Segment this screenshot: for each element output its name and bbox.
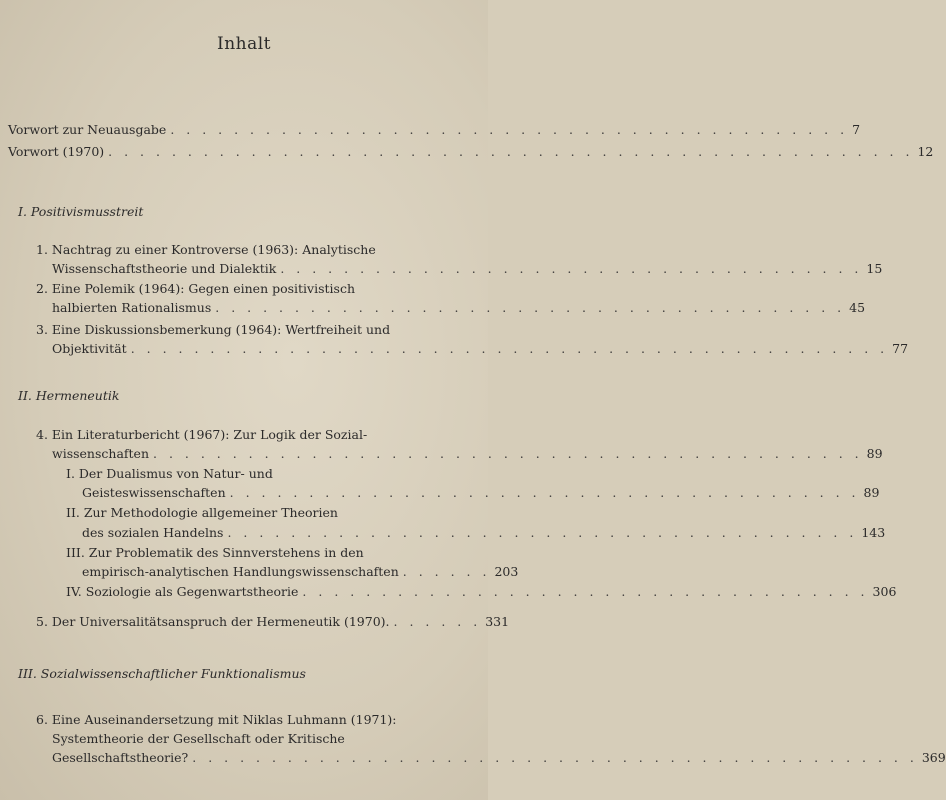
- toc-entry: [52, 298, 866, 317]
- page-number: 203: [494, 564, 519, 579]
- toc-entry-vorwort-1970: [8, 142, 934, 161]
- section-heading: II. Hermeneutik: [18, 388, 120, 403]
- page-number: 143: [861, 525, 886, 540]
- toc-entry: [36, 612, 510, 631]
- leader-dots: . . . . . . . . . . . . . . . . . . . . . . . . . . . . . . . . . . . .: [302, 584, 869, 599]
- entry-line: Systemtheorie der Gesellschaft oder Kritische: [52, 731, 345, 746]
- toc-entry: [82, 562, 519, 581]
- page-number: 331: [485, 614, 510, 629]
- entry-label: IV. Soziologie als Gegenwartstheorie: [66, 584, 299, 599]
- leader-dots: . . . . . . . . . . . . . . . . . . . . . . . . . . . . . . . . . . . . . . . . . . . . . .: [192, 750, 918, 765]
- toc-entry: [52, 259, 883, 278]
- leader-dots: . . . . . . . . . . . . . . . . . . . . . . . . . . . . . . . . . . . . . . . .: [227, 525, 858, 540]
- entry-label: 5. Der Universalitätsanspruch der Hermeneutik (1970).: [36, 614, 390, 629]
- toc-entry: [52, 444, 883, 463]
- toc-entry: [66, 582, 897, 601]
- toc-entry: [52, 339, 909, 358]
- page-number: 89: [866, 446, 883, 461]
- leader-dots: . . . . . . . . . . . . . . . . . . . . . . . . . . . . . . . . . . . . . . . .: [215, 300, 846, 315]
- entry-label: Vorwort (1970): [8, 144, 105, 159]
- toc-entry: [82, 523, 886, 542]
- entry-label: halbierten Rationalismus: [52, 300, 212, 315]
- page-number: 12: [917, 144, 934, 159]
- leader-dots: . . . . . . . . . . . . . . . . . . . . . . . . . . . . . . . . . . . . . . . .: [229, 485, 860, 500]
- entry-line: III. Zur Problematik des Sinnverstehens in den: [66, 545, 364, 560]
- toc-entry: [82, 483, 880, 502]
- page-number: 45: [849, 300, 866, 315]
- leader-dots: . . . . . .: [393, 614, 482, 629]
- page-title: Inhalt: [216, 34, 272, 54]
- section-heading: III. Sozialwissenschaftlicher Funktionalismus: [18, 666, 306, 681]
- leader-dots: . . . . . . . . . . . . . . . . . . . . . . . . . . . . . . . . . . . . .: [280, 261, 863, 276]
- page-number: 7: [852, 122, 861, 137]
- page-number: 369: [921, 750, 946, 765]
- page-number: 77: [892, 341, 909, 356]
- page-number: 306: [872, 584, 897, 599]
- entry-line: 2. Eine Polemik (1964): Gegen einen positivistisch: [36, 281, 356, 296]
- entry-line: 3. Eine Diskussionsbemerkung (1964): Wertfreiheit und: [36, 322, 391, 337]
- entry-line: 1. Nachtrag zu einer Kontroverse (1963): Analytische: [36, 242, 376, 257]
- toc-entry-vorwort-neuausgabe: [8, 120, 861, 139]
- leader-dots: . . . . . . . . . . . . . . . . . . . . . . . . . . . . . . . . . . . . . . . . . . . . . . . .: [130, 341, 889, 356]
- entry-label: Vorwort zur Neuausgabe: [8, 122, 167, 137]
- leader-dots: . . . . . .: [402, 564, 491, 579]
- page-number: 89: [863, 485, 880, 500]
- entry-label: Geisteswissenschaften: [82, 485, 226, 500]
- entry-label: empirisch-analytischen Handlungswissenschaften: [82, 564, 399, 579]
- entry-label: des sozialen Handelns: [82, 525, 224, 540]
- leader-dots: . . . . . . . . . . . . . . . . . . . . . . . . . . . . . . . . . . . . . . . . . . . . .: [153, 446, 863, 461]
- leader-dots: . . . . . . . . . . . . . . . . . . . . . . . . . . . . . . . . . . . . . . . . . . .: [170, 122, 849, 137]
- leader-dots: . . . . . . . . . . . . . . . . . . . . . . . . . . . . . . . . . . . . . . . . . . . . . . . . . . .: [108, 144, 914, 159]
- entry-line: I. Der Dualismus von Natur- und: [66, 466, 273, 481]
- entry-label: Gesellschaftstheorie?: [52, 750, 189, 765]
- entry-line: II. Zur Methodologie allgemeiner Theorien: [66, 505, 338, 520]
- entry-line: 4. Ein Literaturbericht (1967): Zur Logik der Sozial-: [36, 427, 368, 442]
- entry-label: Wissenschaftstheorie und Dialektik: [52, 261, 277, 276]
- toc-entry: [52, 748, 946, 767]
- page-number: 15: [866, 261, 883, 276]
- entry-label: wissenschaften: [52, 446, 149, 461]
- entry-label: Objektivität: [52, 341, 127, 356]
- section-heading: I. Positivismusstreit: [18, 204, 144, 219]
- entry-line: 6. Eine Auseinandersetzung mit Niklas Luhmann (1971):: [36, 712, 397, 727]
